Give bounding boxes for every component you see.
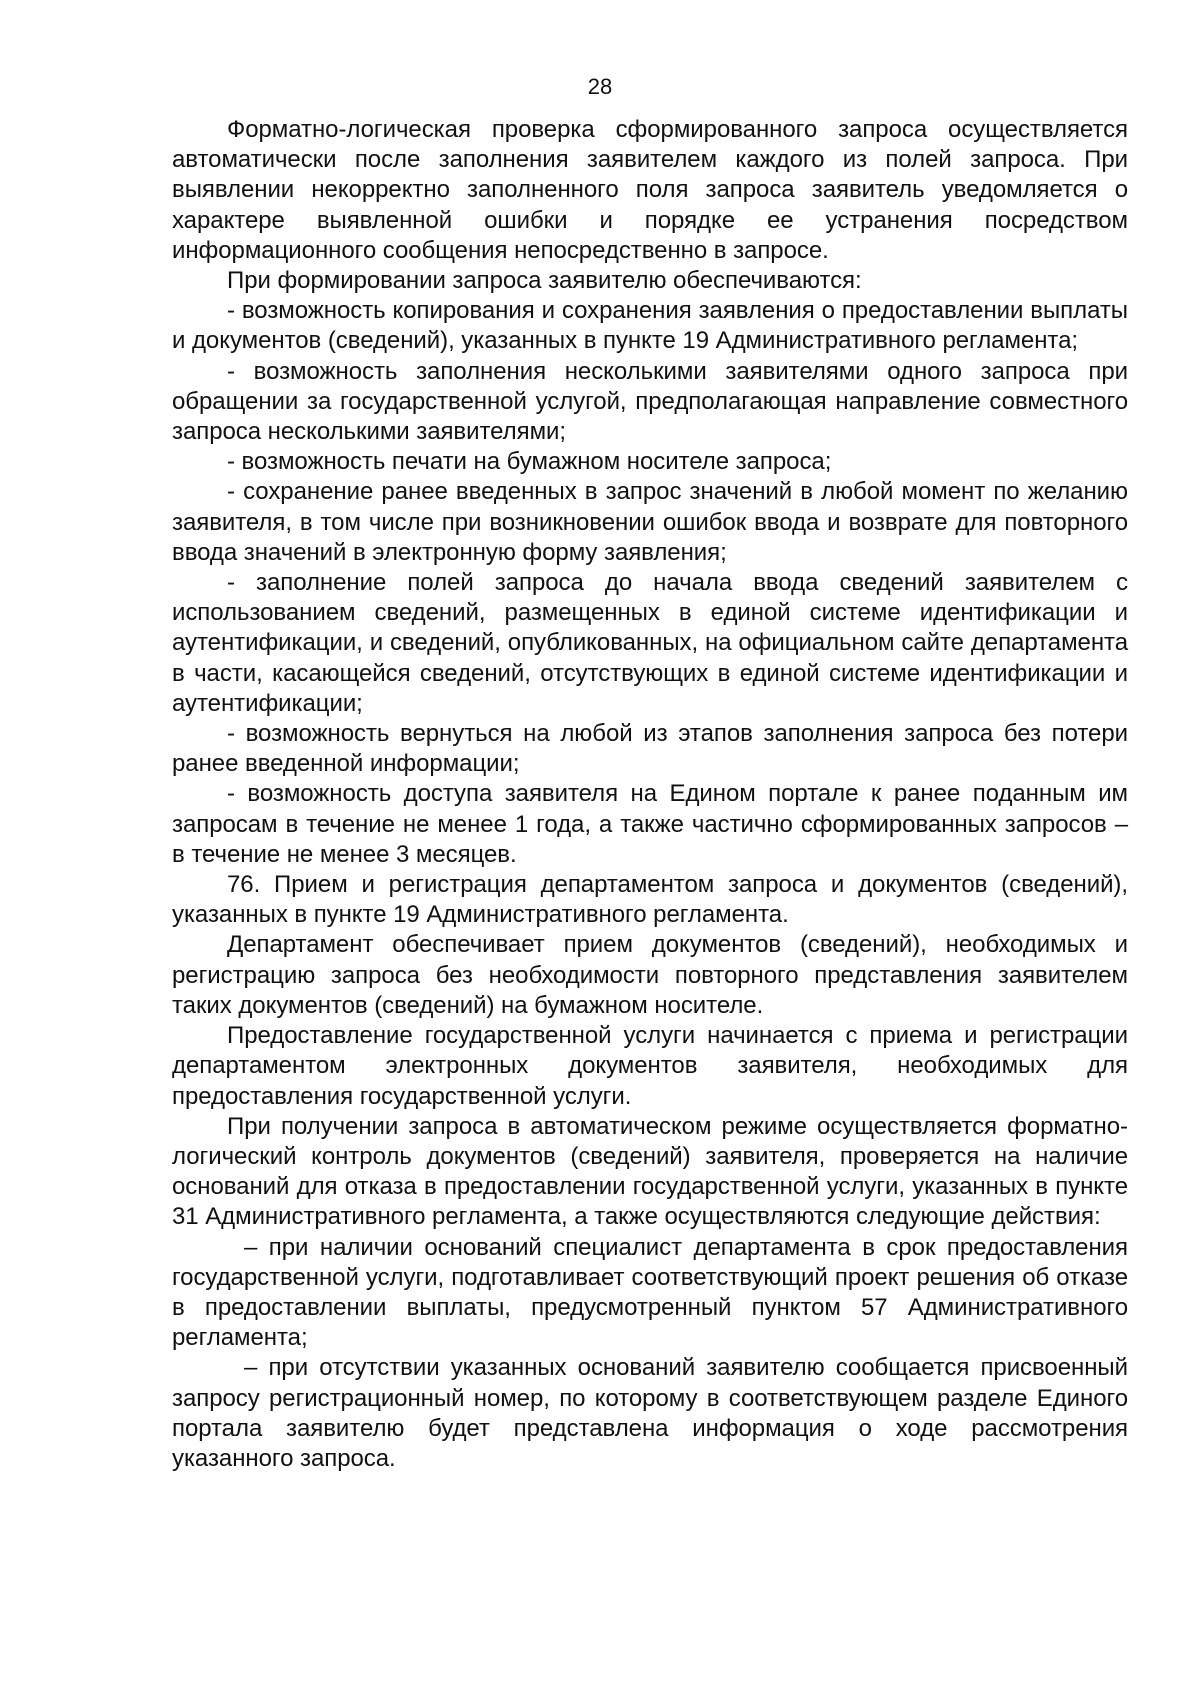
- paragraph-format-check: Форматно-логическая проверка сформированного запроса осуществляется автоматически после заполнения заявителем каждого из полей запроса. При выявлении некорректно заполненного поля запроса заявитель уведомляется о характере выявленной ошибки и порядке ее устранения посредством информационного сообщения непосредственно в запросе.: [172, 116, 1128, 264]
- list-item-copy-save: - возможность копирования и сохранения заявления о предоставлении выплаты и документов (сведений), указанных в пункте 19 Административного регламента;: [172, 297, 1128, 355]
- section-76-heading: 76. Прием и регистрация департаментом запроса и документов (сведений), указанных в пункте 19 Административного регламента.: [172, 871, 1128, 929]
- list-item-grounds-present: – при наличии оснований специалист департамента в срок предоставления государственной услуги, подготавливает соответствующий проект решения об отказе в предоставлении выплаты, предусмотренный пунктом 57 Административного регламента;: [172, 1233, 1128, 1352]
- list-item-access-requests: - возможность доступа заявителя на Едином портале к ранее поданным им запросам в течение не менее 1 года, а также частично сформированных запросов – в течение не менее 3 месяцев.: [172, 780, 1128, 868]
- list-item-multiple-applicants: - возможность заполнения несколькими заявителями одного запроса при обращении за государственной услугой, предполагающая направление совместного запроса несколькими заявителями;: [172, 357, 1128, 446]
- document-body: [172, 115, 1128, 1474]
- paragraph-provisions-intro: При формировании запроса заявителю обеспечиваются:: [227, 267, 862, 295]
- list-item-print: - возможность печати на бумажном носителе запроса;: [227, 448, 832, 476]
- paragraph-service-start: Предоставление государственной услуги начинается с приема и регистрации департаментом электронных документов заявителя, необходимых для предоставления государственной услуги.: [172, 1022, 1128, 1110]
- list-item-grounds-absent: – при отсутствии указанных оснований заявителю сообщается присвоенный запросу регистрационный номер, по которому в соответствующем разделе Единого портала заявителю будет представлена информация о ходе рассмотрения указанного запроса.: [172, 1354, 1128, 1472]
- page-number: 28: [587, 74, 613, 99]
- list-item-autofill: - заполнение полей запроса до начала ввода сведений заявителем с использованием сведений, размещенных в единой системе идентификации и аутентификации, и сведений, опубликованных, на официальном сайте департамента в части, касающейся сведений, отсутствующих в единой системе идентификации и аутентификации;: [172, 569, 1128, 717]
- paragraph-department-receipt: Департамент обеспечивает прием документов (сведений), необходимых и регистрацию запроса без необходимости повторного представления заявителем таких документов (сведений) на бумажном носителе.: [172, 931, 1128, 1019]
- list-item-return-step: - возможность вернуться на любой из этапов заполнения запроса без потери ранее введенной информации;: [172, 720, 1128, 778]
- paragraph-automatic-check: При получении запроса в автоматическом режиме осуществляется форматно-логический контроль документов (сведений) заявителя, проверяется на наличие оснований для отказа в предоставлении государственной услуги, указанных в пункте 31 Административного регламента, а также осуществляются следующие действия:: [172, 1112, 1128, 1231]
- list-item-save-values: - сохранение ранее введенных в запрос значений в любой момент по желанию заявителя, в том числе при возникновении ошибок ввода и возврате для повторного ввода значений в электронную форму заявления;: [172, 478, 1128, 566]
